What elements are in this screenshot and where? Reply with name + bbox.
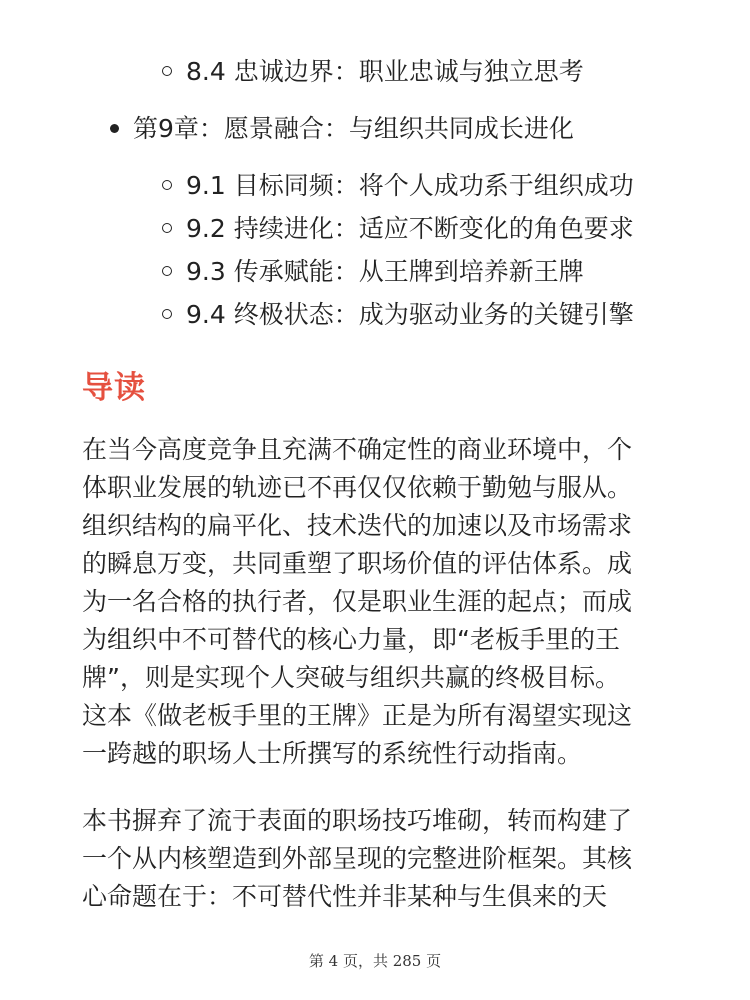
toc-entry-9-4[interactable] [162,295,634,335]
paragraph-line: 一个从内核塑造到外部呈现的完整进阶框架。其核 [82,844,633,873]
paragraph-line: 的瞬息万变，共同重塑了职场价值的评估体系。成 [82,549,633,578]
toc-entry-9-2[interactable] [162,209,634,249]
paragraph-line: 本书摒弃了流于表面的职场技巧堆砌，转而构建了 [82,806,633,835]
hollow-circle-bullet-icon [162,66,172,76]
paragraph-line: 牌”，则是实现个人突破与组织共赢的终极目标。 [82,663,620,692]
page-number-footer: 第 4 页，共 285 页 [308,952,442,970]
toc-entry-9-3[interactable] [162,252,584,292]
paragraph-line: 为一名合格的执行者，仅是职业生涯的起点；而成 [82,587,633,616]
toc-entry-chapter-9[interactable] [110,109,574,149]
paragraph-line: 心命题在于：不可替代性并非某种与生俱来的天 [82,882,608,911]
hollow-circle-bullet-icon [162,266,172,276]
hollow-circle-bullet-icon [162,180,172,190]
intro-paragraph [82,431,668,773]
paragraph-line: 组织结构的扁平化、技术迭代的加速以及市场需求 [82,511,633,540]
toc-entry-label: 9.2 持续进化：适应不断变化的角色要求 [186,214,634,243]
toc-entry-9-1[interactable] [162,166,634,206]
paragraph-line: 为组织中不可替代的核心力量，即“老板手里的王 [82,625,620,654]
hollow-circle-bullet-icon [162,309,172,319]
toc-entry-8-4[interactable] [162,52,584,92]
toc-entry-label: 9.4 终极状态：成为驱动业务的关键引擎 [186,300,634,329]
paragraph-line: 一跨越的职场人士所撰写的系统性行动指南。 [82,739,583,768]
toc-entry-label: 第9章：愿景融合：与组织共同成长进化 [133,114,574,143]
toc-entry-label: 9.1 目标同频：将个人成功系于组织成功 [186,171,634,200]
toc-entry-label: 9.3 传承赋能：从王牌到培养新王牌 [186,257,584,286]
filled-disc-bullet-icon [110,124,119,133]
toc-entry-label: 8.4 忠诚边界：职业忠诚与独立思考 [186,57,584,86]
paragraph-line: 体职业发展的轨迹已不再仅仅依赖于勤勉与服从。 [82,473,633,502]
book-framework-paragraph [82,802,668,916]
paragraph-line: 这本《做老板手里的王牌》正是为所有渴望实现这 [82,701,633,730]
paragraph-line: 在当今高度竞争且充满不确定性的商业环境中，个 [82,435,633,464]
section-heading: 导读 [82,370,146,406]
hollow-circle-bullet-icon [162,223,172,233]
